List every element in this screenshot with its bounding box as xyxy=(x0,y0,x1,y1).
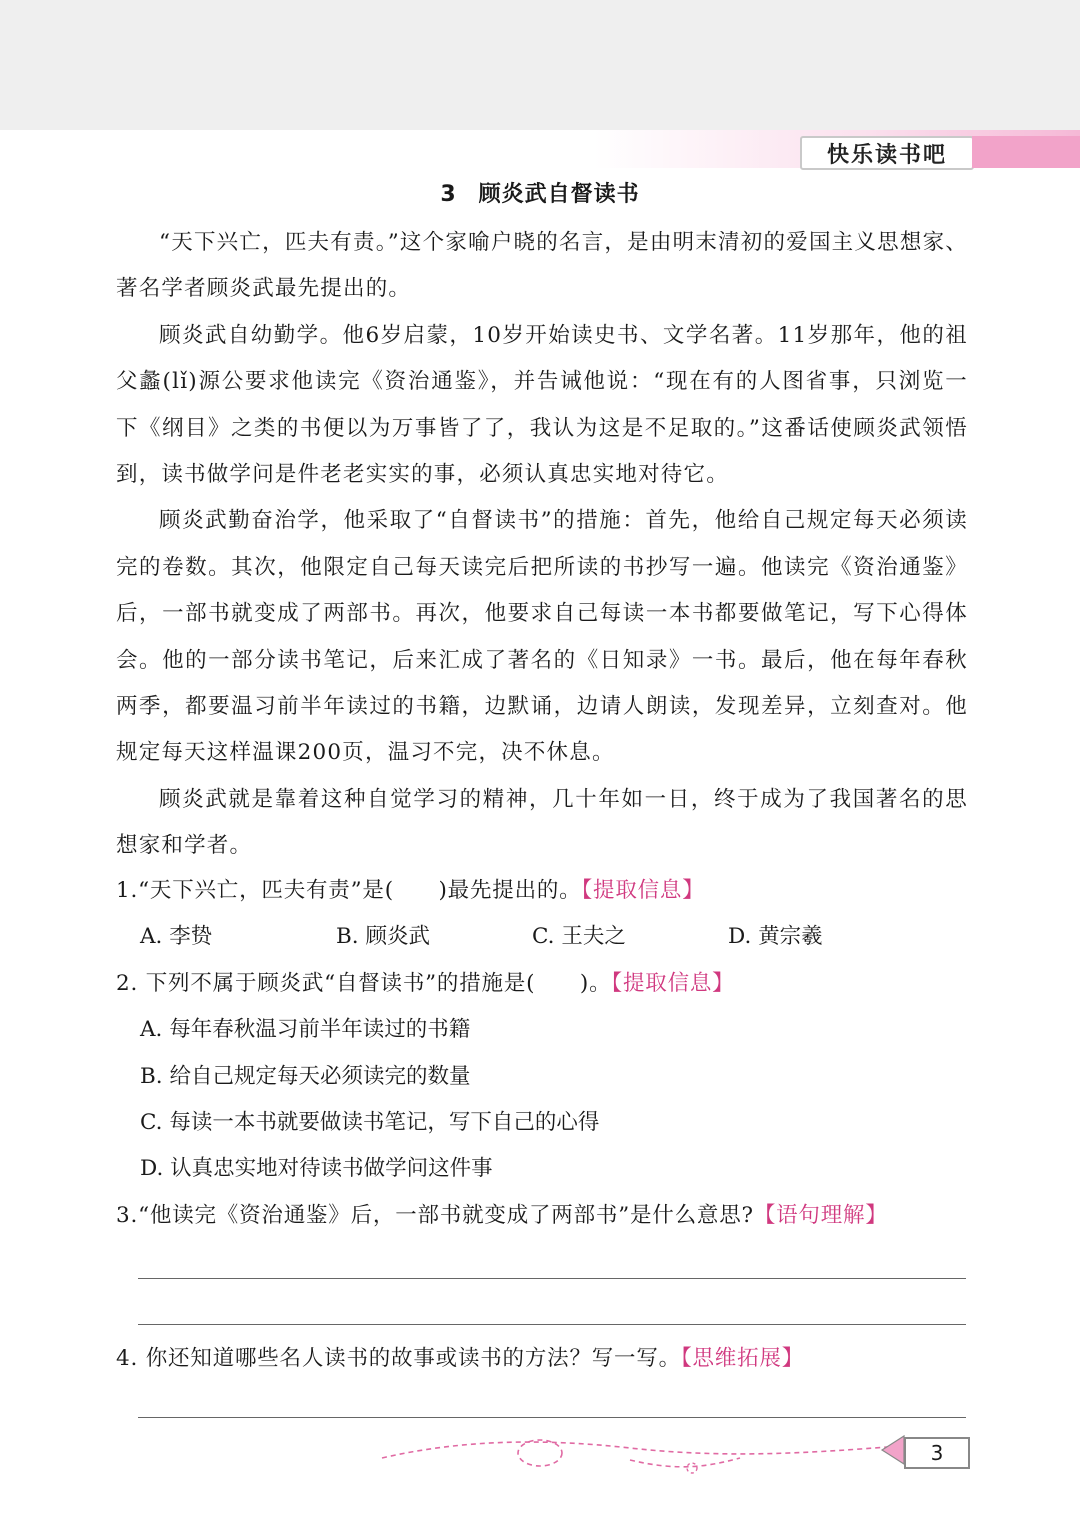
answer-line[interactable] xyxy=(138,1417,966,1418)
answer-line[interactable] xyxy=(138,1278,966,1279)
article-title-text: 顾炎武自督读书 xyxy=(478,182,640,207)
paragraph: “天下兴亡，匹夫有责。”这个家喻户晓的名言，是由明末清初的爱国主义思想家、著名学者顾炎武最先提出的。 xyxy=(116,230,968,302)
header-accent xyxy=(972,136,1080,168)
questions-section xyxy=(116,868,976,1239)
question-2-text: 2. 下列不属于顾炎武“自督读书”的措施是( )。 xyxy=(116,970,612,996)
question-4 xyxy=(116,1336,976,1382)
answer-line[interactable] xyxy=(138,1324,966,1325)
question-2 xyxy=(116,961,976,1007)
footer-decoration xyxy=(380,1430,910,1480)
option-b[interactable]: B. 给自己规定每天必须读完的数量 xyxy=(140,1063,471,1089)
question-3-text: 3.“他读完《资治通鉴》后，一部书就变成了两部书”是什么意思? xyxy=(116,1202,754,1228)
article-number: 3 xyxy=(440,182,457,207)
question-3 xyxy=(116,1193,976,1239)
question-4-tag: 【思维拓展】 xyxy=(680,1346,805,1371)
option-a[interactable]: A. 李贽 xyxy=(140,924,213,950)
option-c[interactable]: C. 每读一本书就要做读书笔记，写下自己的心得 xyxy=(140,1109,600,1135)
question-1-tag: 【提取信息】 xyxy=(581,878,705,903)
question-4-text: 4. 你还知道哪些名人读书的故事或读书的方法？写一写。 xyxy=(116,1346,681,1371)
question-2-tag: 【提取信息】 xyxy=(611,970,735,996)
paragraph: 顾炎武自幼勤学。他6岁启蒙，10岁开始读史书、文学名著。11岁那年，他的祖父蠡(lǐ)源公要求他读完《资治通鉴》，并告诫他说：“现在有的人图省事，只浏览一下《纲目》之类的书便以为万事皆了了，我认为这是不足取的。”这番话使顾炎武领悟到，读书做学问是件老老实实的事，必须认真忠实地对待它。 xyxy=(116,322,968,488)
question-3-tag: 【语句理解】 xyxy=(753,1202,888,1228)
paragraph: 顾炎武勤奋治学，他采取了“自督读书”的措施：首先，他给自己规定每天必须读完的卷数。其次，他限定自己每天读完后把所读的书抄写一遍。他读完《资治通鉴》后，一部书就变成了两部书。再次，他要求自己每读一本书都要做笔记，写下心得体会。他的一部分读书笔记，后来汇成了著名的《日知录》一书。最后，他在每年春秋两季，都要温习前半年读过的书籍，边默诵，边请人朗读，发现差异，立刻查对。他规定每天这样温课200页，温习不完，决不休息。 xyxy=(116,508,968,766)
section-label: 快乐读书吧 xyxy=(800,136,974,170)
article-title xyxy=(0,177,1080,208)
question-4-block xyxy=(116,1336,976,1382)
question-1-text: 1.“天下兴亡，匹夫有责”是( )最先提出的。 xyxy=(116,878,582,903)
option-a[interactable]: A. 每年春秋温习前半年读过的书籍 xyxy=(140,1017,471,1043)
option-d[interactable]: D. 黄宗羲 xyxy=(728,924,823,950)
question-1-options xyxy=(116,914,976,960)
article-body xyxy=(116,220,968,870)
option-c[interactable]: C. 王夫之 xyxy=(532,924,626,950)
page-number: 3 xyxy=(904,1437,970,1469)
option-b[interactable]: B. 顾炎武 xyxy=(336,924,430,950)
top-blank-area xyxy=(0,0,1080,130)
option-d[interactable]: D. 认真忠实地对待读书做学问这件事 xyxy=(140,1156,493,1182)
question-1 xyxy=(116,868,976,914)
paragraph: 顾炎武就是靠着这种自觉学习的精神，几十年如一日，终于成为了我国著名的思想家和学者。 xyxy=(116,786,968,859)
